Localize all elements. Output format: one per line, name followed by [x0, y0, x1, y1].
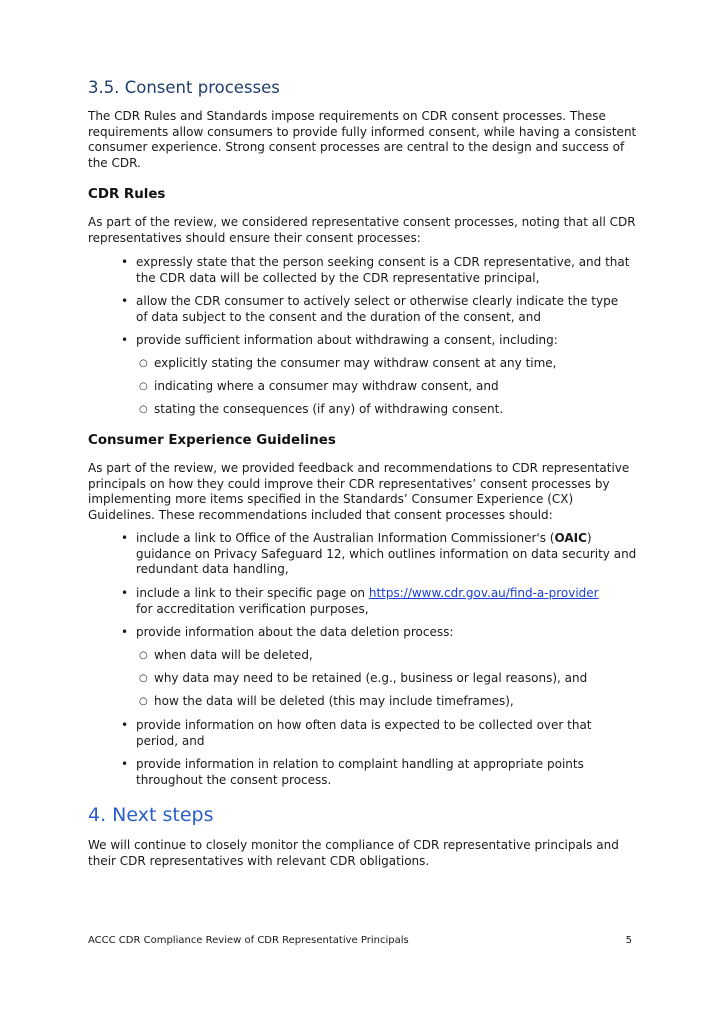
text-line: the CDR data will be collected by the CDR representative principal, [136, 270, 540, 285]
text-line: provide sufficient information about withdrawing a consent, including: [136, 333, 558, 347]
hollow-bullet-icon: ○ [139, 381, 148, 392]
text-line: We will continue to closely monitor the compliance of CDR representative principals and [88, 838, 619, 852]
text-line: Guidelines. These recommendations included that consent processes should: [88, 508, 553, 523]
text-line: As part of the review, we considered representative consent processes, noting that all CDR [88, 215, 636, 229]
list-item [121, 294, 640, 325]
hollow-bullet-icon: ○ [139, 696, 148, 707]
footer-title: ACCC CDR Compliance Review of CDR Representative Principals [88, 935, 409, 946]
text-line: throughout the consent process. [136, 772, 332, 787]
subheading-cdr-rules: CDR Rules [88, 187, 166, 202]
bullet-icon: • [121, 531, 129, 545]
text-line: consumer experience. Strong consent processes are central to the design and success of [88, 140, 625, 155]
sub-list-item [139, 648, 640, 664]
list-item [121, 586, 640, 617]
text-line: provide information on how often data is expected to be collected over that [136, 718, 592, 732]
sub-list-item [139, 694, 640, 710]
text-line: representatives should ensure their consent processes: [88, 230, 421, 245]
list-item [121, 333, 640, 349]
bullet-icon: • [121, 255, 129, 269]
bullet-icon: • [121, 757, 129, 771]
text-line: for accreditation verification purposes, [136, 601, 369, 616]
cx-intro-paragraph [88, 461, 640, 524]
hollow-bullet-icon: ○ [139, 650, 148, 661]
sub-list-item [139, 379, 640, 395]
list-item [121, 757, 640, 788]
hollow-bullet-icon: ○ [139, 673, 148, 684]
bullet-icon: • [121, 333, 129, 347]
text-line: principals on how they could improve their CDR representatives’ consent processes by [88, 476, 610, 491]
text-line: provide information about the data deletion process: [136, 625, 454, 639]
list-item [121, 625, 640, 641]
text-line: requirements allow consumers to provide fully informed consent, while having a consistent [88, 124, 637, 139]
text-line: their CDR representatives with relevant CDR obligations. [88, 853, 430, 868]
text-fragment: include a link to their specific page on [136, 586, 369, 600]
list-item [121, 255, 640, 286]
oaic-abbreviation: OAIC [554, 531, 587, 545]
text-line: provide information in relation to complaint handling at appropriate points [136, 757, 584, 771]
cdr-rules-intro-paragraph [88, 215, 640, 246]
text-line: expressly state that the person seeking consent is a CDR representative, and that [136, 255, 630, 269]
bullet-icon: • [121, 586, 129, 600]
section-heading-next-steps: 4. Next steps [88, 804, 214, 826]
text-fragment: ) [586, 531, 592, 545]
text-line: allow the CDR consumer to actively select or otherwise clearly indicate the type [136, 294, 619, 308]
text-line: why data may need to be retained (e.g., business or legal reasons), and [154, 671, 588, 685]
text-line: the CDR. [88, 156, 141, 171]
text-line: indicating where a consumer may withdraw consent, and [154, 379, 499, 393]
bullet-icon: • [121, 625, 129, 639]
text-line: stating the consequences (if any) of withdrawing consent. [154, 402, 504, 416]
list-item [121, 531, 640, 578]
text-line: when data will be deleted, [154, 648, 313, 662]
text-line: of data subject to the consent and the duration of the consent, and [136, 309, 541, 324]
subheading-cx-guidelines: Consumer Experience Guidelines [88, 433, 336, 448]
sub-list-item [139, 356, 640, 372]
text-line: explicitly stating the consumer may withdraw consent at any time, [154, 356, 557, 370]
consent-intro-paragraph [88, 109, 640, 172]
sub-list-item [139, 671, 640, 687]
text-line: As part of the review, we provided feedback and recommendations to CDR representative [88, 461, 630, 475]
text-line: guidance on Privacy Safeguard 12, which outlines information on data security and [136, 546, 637, 561]
text-line: how the data will be deleted (this may include timeframes), [154, 694, 514, 708]
next-steps-paragraph [88, 838, 640, 869]
page-number: 5 [625, 935, 632, 946]
hollow-bullet-icon: ○ [139, 404, 148, 415]
text-line: period, and [136, 733, 205, 748]
text-line [136, 586, 640, 602]
text-line [136, 531, 640, 547]
section-heading-consent-processes: 3.5. Consent processes [88, 78, 280, 97]
bullet-icon: • [121, 294, 129, 308]
hollow-bullet-icon: ○ [139, 358, 148, 369]
text-fragment: include a link to Office of the Australian Information Commissioner's ( [136, 531, 555, 545]
list-item [121, 718, 640, 749]
text-line: implementing more items specified in the Standards’ Consumer Experience (CX) [88, 492, 574, 507]
sub-list-item [139, 402, 640, 418]
bullet-icon: • [121, 718, 129, 732]
text-line: redundant data handling, [136, 562, 289, 577]
find-a-provider-link[interactable]: https://www.cdr.gov.au/find-a-provider [368, 586, 599, 600]
text-line: The CDR Rules and Standards impose requirements on CDR consent processes. These [88, 109, 606, 123]
